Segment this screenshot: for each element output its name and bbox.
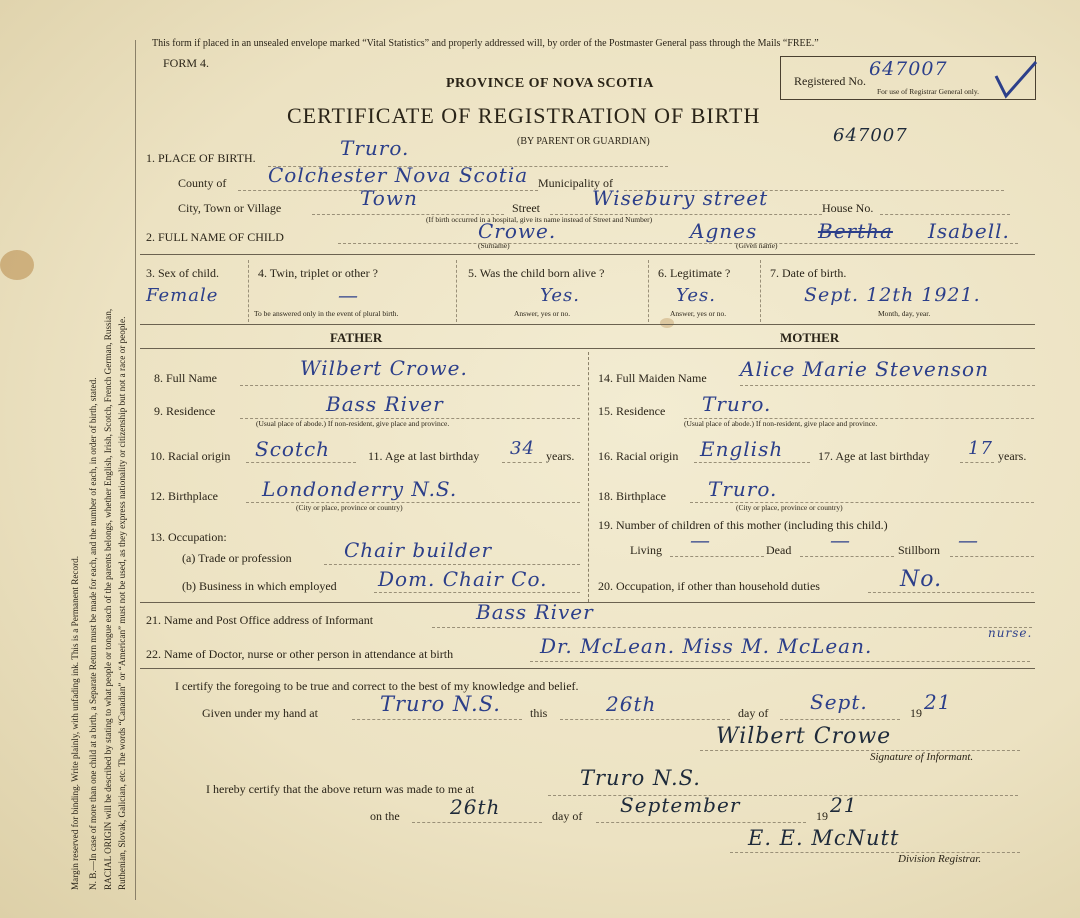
father-years: years. xyxy=(546,449,575,463)
alive-note: Answer, yes or no. xyxy=(514,309,571,318)
registrar-day-of-label: day of xyxy=(552,809,583,823)
father-trade-label: (a) Trade or profession xyxy=(182,551,292,565)
father-name-label: 8. Full Name xyxy=(154,371,217,385)
father-birthplace-value: Londonderry N.S. xyxy=(262,477,458,501)
father-occupation-label: 13. Occupation: xyxy=(150,530,227,544)
father-name-value: Wilbert Crowe. xyxy=(300,356,468,380)
city-label: City, Town or Village xyxy=(178,201,282,215)
field-line xyxy=(352,719,522,720)
field-line xyxy=(560,719,730,720)
municipality-label: Municipality of xyxy=(538,176,613,190)
legitimate-note: Answer, yes or no. xyxy=(670,309,727,318)
place-of-birth-label: 1. PLACE OF BIRTH. xyxy=(146,151,256,165)
twin-note: To be answered only in the event of plural birth. xyxy=(254,309,399,318)
field-line xyxy=(868,592,1034,593)
field-line xyxy=(246,462,356,463)
registrar-only-note: For use of Registrar General only. xyxy=(877,87,979,96)
page-subtitle: (BY PARENT OR GUARDIAN) xyxy=(517,136,650,147)
field-line xyxy=(240,385,580,386)
divider xyxy=(760,260,761,322)
child-name-line xyxy=(338,243,1018,244)
twin-value: — xyxy=(338,283,359,307)
mother-racial-label: 16. Racial origin xyxy=(598,449,679,463)
mother-residence-value: Truro. xyxy=(702,392,772,416)
registrar-place-value: Truro N.S. xyxy=(580,766,701,790)
father-racial-label: 10. Racial origin xyxy=(150,449,231,463)
legitimate-label: 6. Legitimate ? xyxy=(658,266,731,280)
sex-value: Female xyxy=(146,285,219,306)
field-line xyxy=(324,564,580,565)
rule xyxy=(140,668,1035,669)
county-label: County of xyxy=(178,176,227,190)
rule xyxy=(140,254,1035,255)
column-divider xyxy=(588,352,589,602)
stain xyxy=(0,250,34,280)
living-value: — xyxy=(690,528,711,552)
margin-note-binding: Margin reserved for binding. Write plainly, with unfading ink. This is a Permanent Record. xyxy=(70,555,80,890)
stillborn-value: — xyxy=(958,528,979,552)
on-the-label: on the xyxy=(370,809,400,823)
mother-residence-label: 15. Residence xyxy=(598,404,666,418)
father-business-label: (b) Business in which employed xyxy=(182,579,337,593)
alive-value: Yes. xyxy=(540,285,580,306)
given-day-value: 26th xyxy=(606,692,657,716)
mother-birthplace-value: Truro. xyxy=(708,477,778,501)
county-value: Colchester Nova Scotia xyxy=(268,163,529,187)
informant-value: Bass River xyxy=(476,600,594,624)
registrar-statement: I hereby certify that the above return was made to me at xyxy=(206,782,475,796)
stain xyxy=(660,318,674,328)
doctor-value: Dr. McLean. Miss M. McLean. xyxy=(540,634,873,658)
dead-value: — xyxy=(830,528,851,552)
field-line xyxy=(740,385,1035,386)
mother-birthplace-label: 18. Birthplace xyxy=(598,489,666,503)
field-line xyxy=(780,719,900,720)
field-line xyxy=(432,627,1032,628)
surname-note: (Surname) xyxy=(478,241,510,250)
child-given-name-value: Agnes xyxy=(690,219,758,243)
mother-birthplace-note: (City or place, province or country) xyxy=(736,503,843,512)
given-under-label: Given under my hand at xyxy=(202,706,318,720)
hospital-note: (If birth occurred in a hospital, give its name instead of Street and Number) xyxy=(426,215,653,224)
street-label: Street xyxy=(512,201,540,215)
divider xyxy=(456,260,457,322)
father-trade-value: Chair builder xyxy=(344,538,493,562)
father-residence-label: 9. Residence xyxy=(154,404,216,418)
informant-signature-caption: Signature of Informant. xyxy=(870,751,974,763)
father-age-label: 11. Age at last birthday xyxy=(368,449,480,463)
informant-signature: Wilbert Crowe xyxy=(716,724,892,749)
registrar-day-value: 26th xyxy=(450,795,501,819)
margin-rule xyxy=(135,40,136,900)
doctor-label: 22. Name of Doctor, nurse or other person in attendance at birth xyxy=(146,647,454,661)
field-line xyxy=(502,462,542,463)
father-racial-value: Scotch xyxy=(255,437,331,461)
nurse-note: nurse. xyxy=(988,626,1033,640)
mother-years: years. xyxy=(998,449,1027,463)
year-prefix: 19 xyxy=(910,706,922,720)
margin-note-racial-origin-2: Ruthenian, Slovak, Galician, etc. The words “Canadian” or “American” must not be used, as they express nationality or citizenship but not a race or people. xyxy=(117,316,127,890)
field-line xyxy=(548,795,1018,796)
child-surname-value: Crowe. xyxy=(478,219,557,243)
registered-number: 647007 xyxy=(869,58,948,80)
registrar-signature: E. E. McNutt xyxy=(748,826,900,850)
sex-label: 3. Sex of child. xyxy=(146,266,219,280)
field-line xyxy=(412,822,542,823)
father-residence-value: Bass River xyxy=(326,392,444,416)
child-given-name-value-2: Isabell. xyxy=(928,219,1010,243)
given-month-value: Sept. xyxy=(810,690,868,714)
children-count-label: 19. Number of children of this mother (including this child.) xyxy=(598,518,888,532)
father-business-value: Dom. Chair Co. xyxy=(378,567,548,591)
informant-label: 21. Name and Post Office address of Informant xyxy=(146,613,374,627)
registration-number-handwritten: 647007 xyxy=(833,125,908,146)
day-of-label: day of xyxy=(738,706,769,720)
divider xyxy=(248,260,249,322)
legitimate-value: Yes. xyxy=(676,285,716,306)
field-line xyxy=(670,556,764,557)
mother-age-label: 17. Age at last birthday xyxy=(818,449,930,463)
stillborn-label: Stillborn xyxy=(898,543,941,557)
child-given-name-struck: Bertha xyxy=(818,219,893,243)
form-number: FORM 4. xyxy=(163,56,210,70)
mother-racial-value: English xyxy=(700,437,784,461)
father-birthplace-label: 12. Birthplace xyxy=(150,489,218,503)
field-line xyxy=(374,592,580,593)
father-heading: FATHER xyxy=(330,330,383,345)
rule xyxy=(140,324,1035,325)
margin-note-multiple-births: N. B.—In case of more than one child at a birth, a Separate Return must be made for each, and the number of each, in order of birth, stated. xyxy=(88,377,98,890)
given-year-value: 21 xyxy=(924,690,952,714)
mother-occupation-label: 20. Occupation, if other than household duties xyxy=(598,579,820,593)
registrar-year-prefix: 19 xyxy=(816,809,828,823)
father-birthplace-note: (City or place, province or country) xyxy=(296,503,403,512)
mother-residence-note: (Usual place of abode.) If non-resident, give place and province. xyxy=(684,419,878,428)
registered-label: Registered No. xyxy=(794,74,866,88)
margin-note-racial-origin: RACIAL ORIGIN will be described by stating to what people or tongue each of the parents belongs, whether English, Irish, Scotch, French German, Russian, xyxy=(103,308,113,890)
field-line xyxy=(596,822,806,823)
dead-label: Dead xyxy=(766,543,792,557)
house-no-label: House No. xyxy=(822,201,874,215)
page-title: CERTIFICATE OF REGISTRATION OF BIRTH xyxy=(287,103,761,128)
date-of-birth-label: 7. Date of birth. xyxy=(770,266,847,280)
house-no-line xyxy=(880,214,1010,215)
living-label: Living xyxy=(630,543,662,557)
city-value: Town xyxy=(360,186,418,210)
alive-label: 5. Was the child born alive ? xyxy=(468,266,605,280)
mail-notice: This form if placed in an unsealed envelope marked “Vital Statistics” and properly addressed will, by order of the Postmaster General pass through the Mails “FREE.” xyxy=(152,38,819,49)
mother-name-label: 14. Full Maiden Name xyxy=(598,371,707,385)
field-line xyxy=(960,462,994,463)
place-of-birth-value: Truro. xyxy=(340,136,410,160)
checkmark-icon xyxy=(990,56,1040,106)
date-of-birth-value: Sept. 12th 1921. xyxy=(804,284,981,306)
field-line xyxy=(530,661,1030,662)
rule xyxy=(140,348,1035,349)
child-name-label: 2. FULL NAME OF CHILD xyxy=(146,230,284,244)
mother-occupation-value: No. xyxy=(900,567,943,592)
twin-label: 4. Twin, triplet or other ? xyxy=(258,266,378,280)
street-value: Wisebury street xyxy=(592,186,769,210)
certify-statement: I certify the foregoing to be true and correct to the best of my knowledge and belief. xyxy=(175,679,579,693)
this-label: this xyxy=(530,706,548,720)
field-line xyxy=(800,556,894,557)
mother-heading: MOTHER xyxy=(780,330,840,345)
date-of-birth-note: Month, day, year. xyxy=(878,309,931,318)
father-age-value: 34 xyxy=(510,438,535,459)
given-name-note: (Given name) xyxy=(736,241,778,250)
registrar-signature-caption: Division Registrar. xyxy=(898,853,982,865)
field-line xyxy=(694,462,810,463)
father-residence-note: (Usual place of abode.) If non-resident, give place and province. xyxy=(256,419,450,428)
registrar-month-value: September xyxy=(620,793,741,817)
given-place-value: Truro N.S. xyxy=(380,692,501,716)
field-line xyxy=(950,556,1034,557)
mother-name-value: Alice Marie Stevenson xyxy=(740,357,989,381)
divider xyxy=(648,260,649,322)
province-heading: PROVINCE OF NOVA SCOTIA xyxy=(446,76,654,91)
mother-age-value: 17 xyxy=(968,438,993,459)
registrar-year-value: 21 xyxy=(830,793,858,817)
